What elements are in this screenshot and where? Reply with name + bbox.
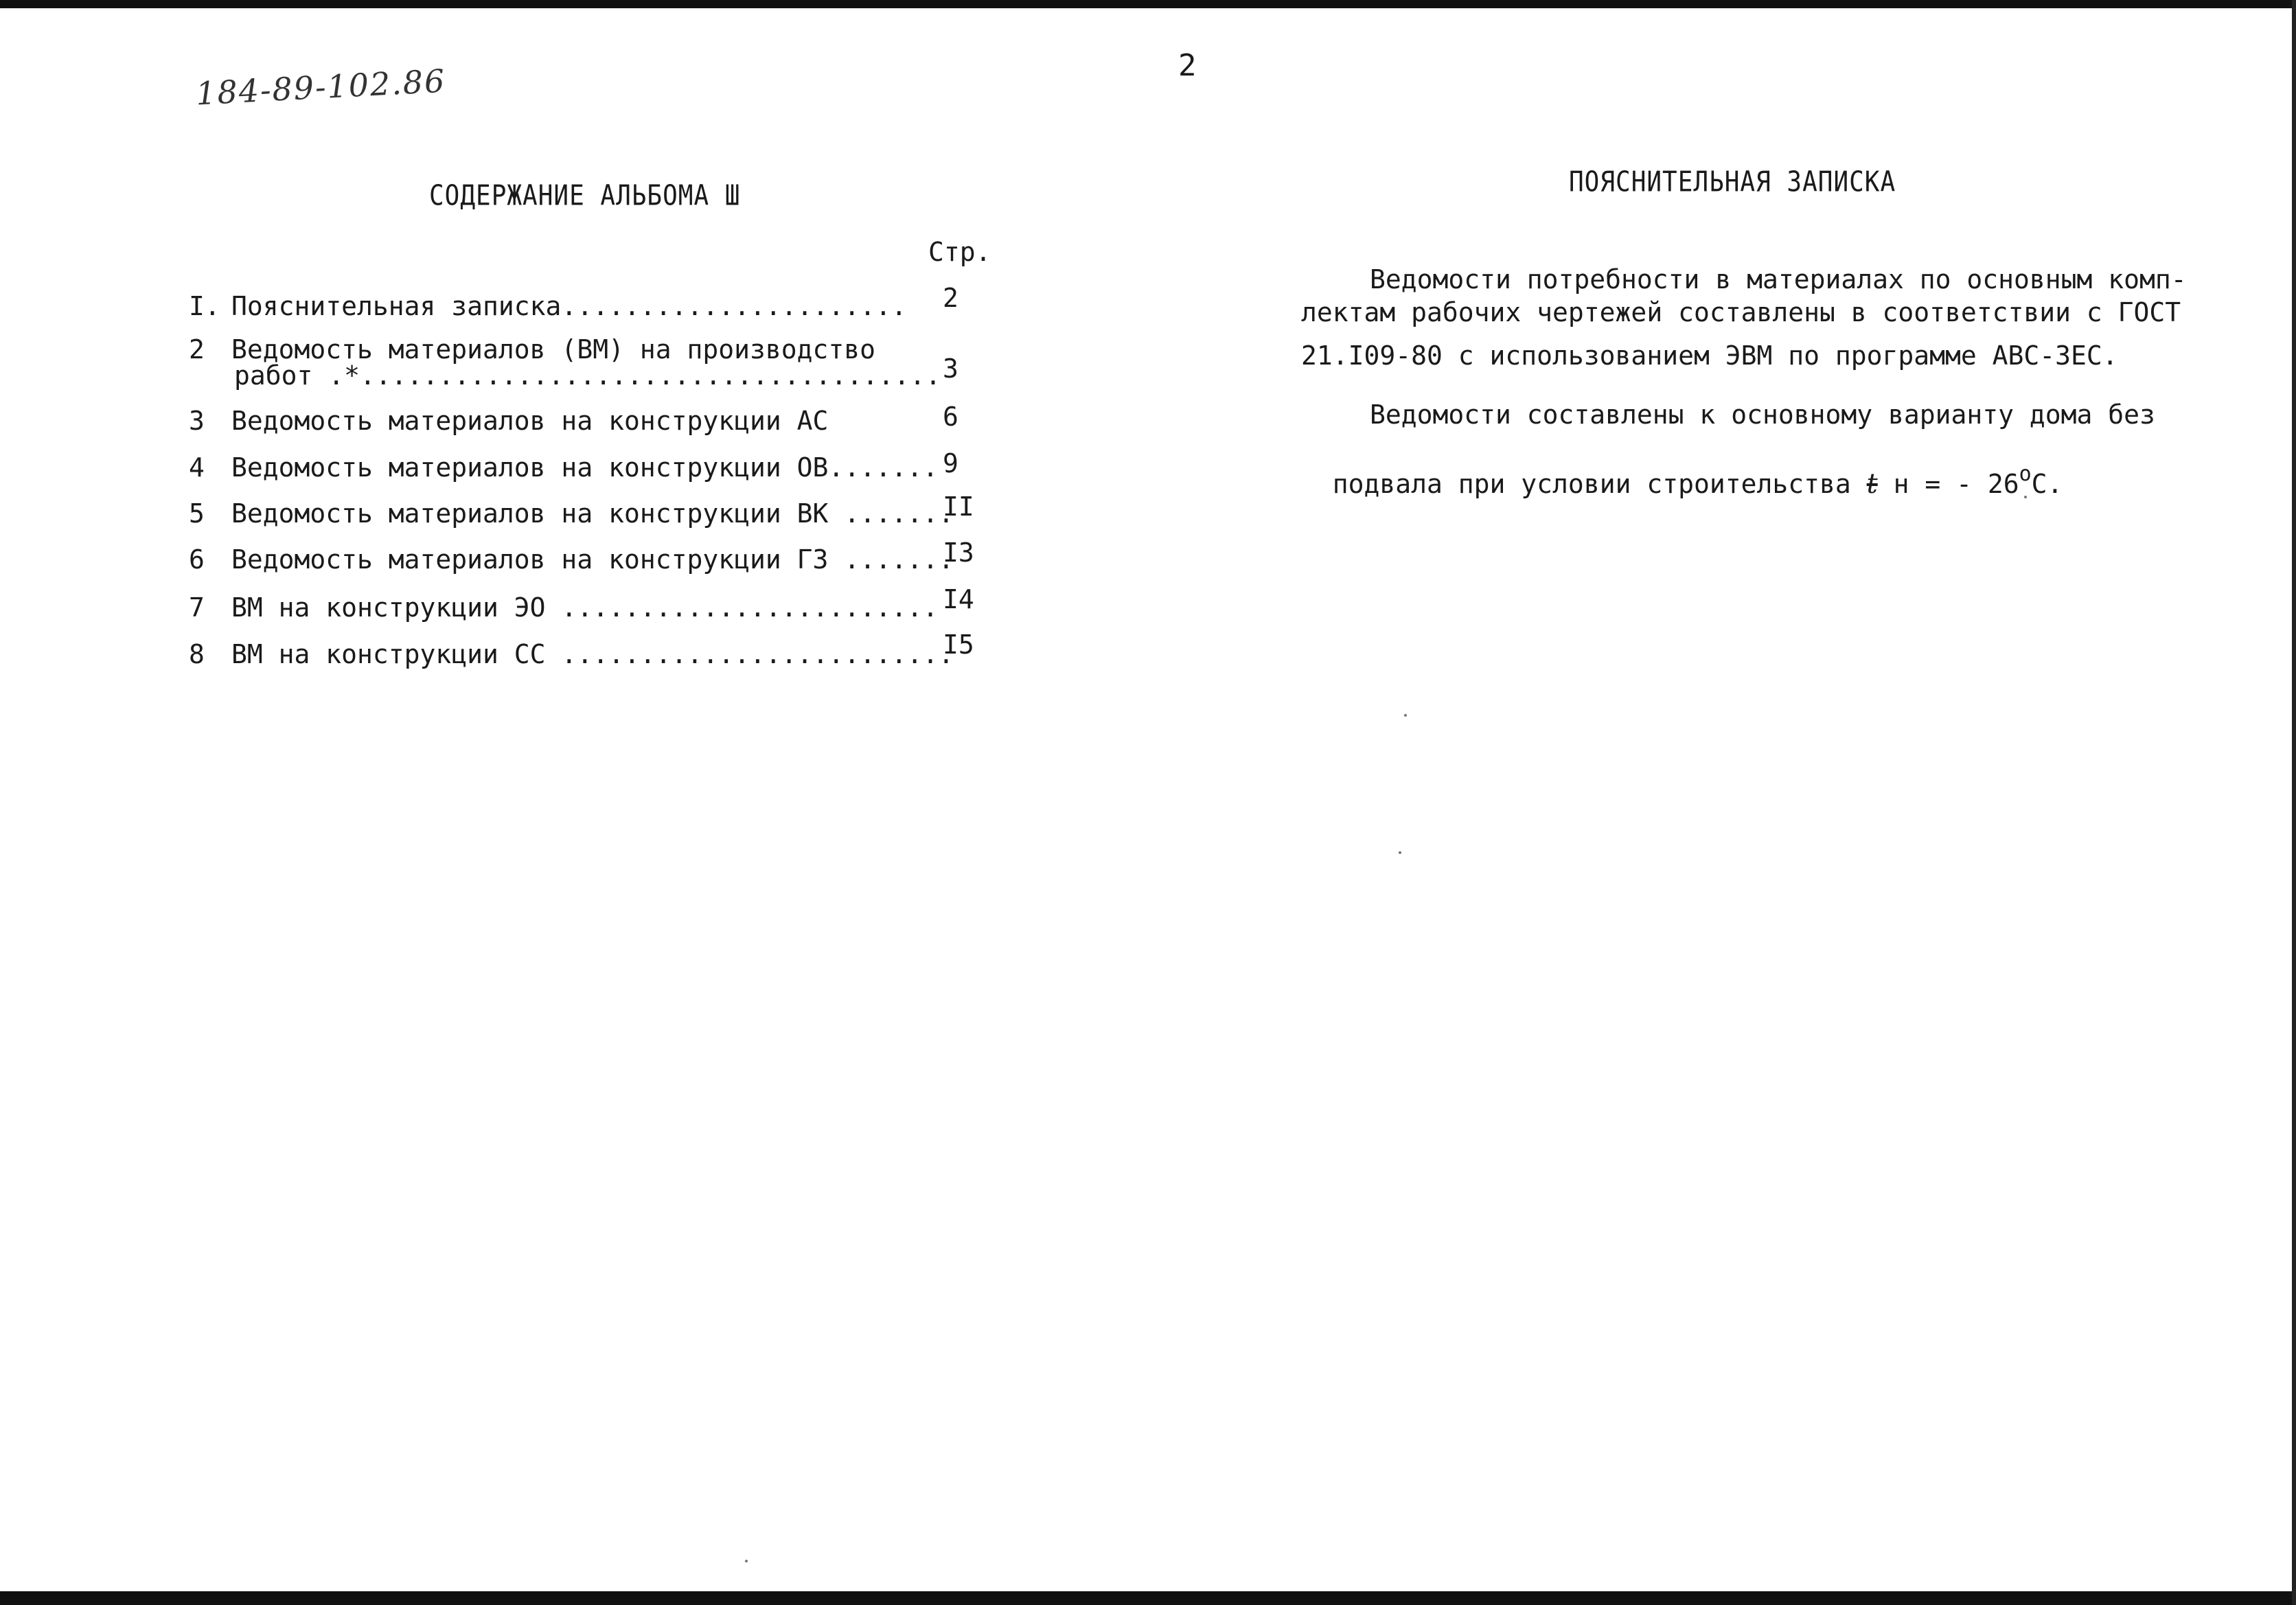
page-number: 2 (1178, 48, 1197, 83)
toc-item-page: I4 (943, 584, 974, 614)
toc-item-text: Пояснительная записка...................... (231, 291, 907, 321)
document-code: 184-89-102.86 (194, 62, 447, 113)
scan-border-bottom (0, 1591, 2296, 1605)
toc-item-page: 6 (943, 402, 958, 432)
toc-item-page: I5 (943, 630, 974, 660)
note-text: подвала при условии строительства (1332, 469, 1867, 499)
toc-title: СОДЕРЖАНИЕ АЛЬБОМА Ш (429, 179, 741, 213)
note-paragraph-2-line-1: Ведомости составлены к основному варианту дома без (1370, 400, 2155, 430)
temperature-symbol: t (1866, 468, 1878, 500)
scan-speck (2024, 496, 2027, 498)
toc-item-text: Ведомость материалов на конструкции ВК ....... (231, 498, 954, 529)
note-text: н = - 26 (1877, 469, 2019, 499)
toc-item-number: 6 (189, 544, 205, 575)
toc-item-number: 3 (189, 406, 205, 436)
note-paragraph-1-line-1: Ведомости потребности в материалах по основным комп- (1370, 264, 2187, 295)
note-paragraph-1-line-2: лектам рабочих чертежей составлены в соответствии с ГОСТ (1301, 297, 2181, 327)
toc-item-text-continued: работ .*..................................... (234, 360, 941, 391)
toc-item-number: 8 (189, 639, 205, 669)
toc-item-text: Ведомость материалов на конструкции АС (231, 406, 829, 436)
toc-page-header: Стр. (928, 237, 991, 267)
scan-border-top (0, 0, 2296, 8)
degree-mark: о (2019, 462, 2032, 486)
note-title: ПОЯСНИТЕЛЬНАЯ ЗАПИСКА (1569, 165, 1896, 199)
toc-item-text: Ведомость материалов на конструкции ОВ....... (231, 452, 939, 483)
toc-item-number: 7 (189, 592, 205, 623)
toc-item-text: Ведомость материалов (ВМ) на производство (231, 334, 875, 365)
scan-speck (1404, 714, 1407, 717)
toc-item-number: I. (189, 291, 220, 321)
toc-item-number: 2 (189, 334, 205, 365)
toc-item-number: 4 (189, 452, 205, 483)
note-paragraph-1-line-3: 21.I09-80 с использованием ЭВМ по программе АВС-ЗЕС. (1301, 340, 2118, 371)
scan-border-right (2292, 0, 2296, 1605)
toc-item-page: 2 (943, 283, 958, 313)
toc-item-page: II (943, 492, 974, 522)
note-text: С. (2031, 469, 2063, 499)
toc-item-text: ВМ на конструкции ЭО ........................ (231, 592, 939, 623)
toc-item-text: Ведомость материалов на конструкции ГЗ ....... (231, 544, 954, 575)
toc-item-page: 3 (943, 354, 958, 384)
note-paragraph-2-line-2 (1301, 438, 2063, 500)
toc-item-page: 9 (943, 448, 958, 478)
scan-speck (745, 1560, 748, 1562)
toc-item-page: I3 (943, 538, 974, 568)
toc-item-text: ВМ на конструкции СС ......................... (231, 639, 954, 669)
scan-speck (1399, 851, 1401, 854)
toc-item-number: 5 (189, 498, 205, 529)
